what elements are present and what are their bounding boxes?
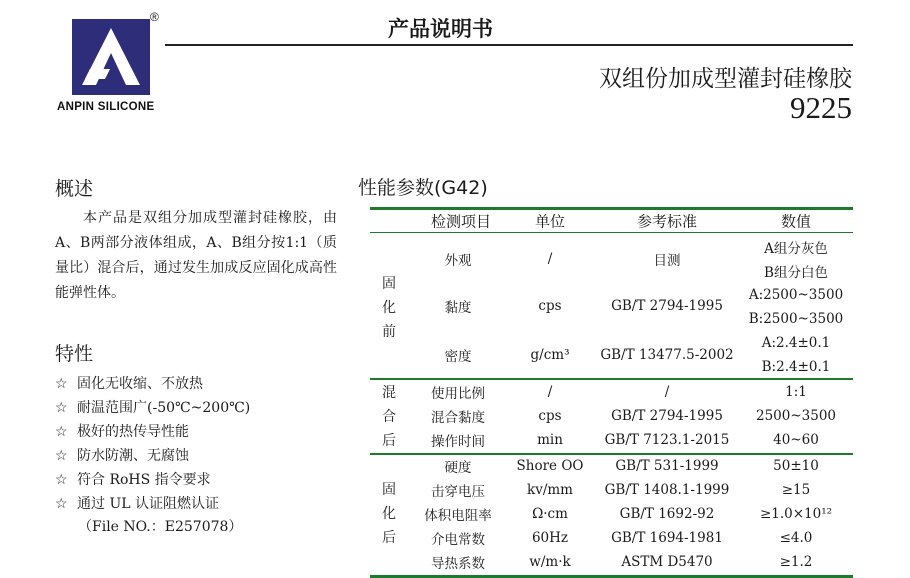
- star-bullet-icon: ☆: [55, 376, 68, 392]
- param-value: 50±10: [773, 458, 819, 474]
- group-label-before-cure: 固 化 前: [382, 276, 396, 340]
- feature-item: ☆ 通过 UL 认证阻燃认证: [55, 492, 250, 516]
- param-standard: /: [664, 384, 670, 400]
- file-number: （File NO.：E257078）: [78, 519, 243, 535]
- param-item: 密度: [444, 349, 472, 365]
- param-value: B:2500~3500: [748, 311, 844, 327]
- col-header-standard: 参考标准: [636, 212, 698, 231]
- registered-mark: ®: [150, 10, 159, 24]
- features-list: [55, 372, 250, 516]
- star-bullet-icon: ☆: [55, 496, 68, 512]
- col-header-value: 数值: [780, 212, 812, 231]
- table-header-rule: [370, 232, 853, 233]
- param-value: A:2500~3500: [748, 287, 844, 303]
- param-value: ≥15: [781, 482, 811, 498]
- param-item: 混合黏度: [431, 410, 485, 426]
- param-item: 外观: [444, 253, 472, 269]
- param-unit: cps: [538, 408, 562, 424]
- feature-item: ☆ 耐温范围广(-50℃~200℃): [55, 396, 250, 420]
- param-item: 介电常数: [431, 532, 485, 548]
- param-value: A:2.4±0.1: [761, 335, 831, 351]
- param-value: A组分灰色: [764, 241, 828, 257]
- param-value: ≤4.0: [779, 530, 813, 546]
- param-item: 导热系数: [431, 556, 485, 572]
- param-standard: GB/T 2794-1995: [611, 408, 723, 424]
- brand-name: ANPIN SILICONE: [57, 101, 155, 113]
- star-bullet-icon: ☆: [55, 472, 68, 488]
- param-value: 40~60: [773, 432, 819, 448]
- doc-title: 产品说明书: [388, 17, 493, 41]
- param-standard: GB/T 531-1999: [615, 458, 719, 474]
- param-unit: kv/mm: [527, 482, 573, 498]
- star-bullet-icon: ☆: [55, 400, 68, 416]
- param-unit: g/cm³: [530, 347, 570, 363]
- param-unit: min: [537, 432, 563, 448]
- header-rule: [165, 44, 853, 46]
- feature-item: ☆ 极好的热传导性能: [55, 420, 250, 444]
- param-value: B:2.4±0.1: [761, 359, 831, 375]
- product-code: 9225: [790, 90, 852, 125]
- feature-item: ☆ 防水防潮、无腐蚀: [55, 444, 250, 468]
- param-standard: GB/T 1692-92: [619, 506, 715, 522]
- group-label-after-mix: 混 合 后: [382, 385, 396, 449]
- group-divider: [370, 453, 853, 455]
- param-standard: GB/T 1694-1981: [611, 530, 723, 546]
- param-standard: GB/T 1408.1-1999: [604, 482, 730, 498]
- param-value: 1:1: [785, 384, 807, 400]
- col-header-item: 检测项目: [430, 212, 492, 231]
- param-standard: GB/T 13477.5-2002: [600, 347, 734, 363]
- param-value: B组分白色: [764, 265, 828, 281]
- param-unit: Ω·cm: [532, 506, 568, 522]
- param-item: 黏度: [444, 300, 472, 316]
- features-title: 特性: [55, 343, 94, 365]
- group-divider: [370, 378, 853, 380]
- param-standard: GB/T 7123.1-2015: [604, 432, 730, 448]
- param-standard: GB/T 2794-1995: [611, 298, 723, 314]
- star-bullet-icon: ☆: [55, 424, 68, 440]
- overview-title: 概述: [55, 178, 94, 200]
- col-header-unit: 单位: [534, 212, 566, 231]
- param-unit: Shore OO: [516, 458, 584, 474]
- param-unit: w/m·k: [529, 554, 571, 570]
- group-label-after-cure: 固 化 后: [382, 482, 396, 546]
- param-item: 硬度: [444, 460, 472, 476]
- param-unit: /: [547, 251, 553, 267]
- anpin-logo-icon: [72, 19, 150, 95]
- param-unit: 60Hz: [531, 530, 569, 546]
- param-value: ≥1.0×10¹²: [759, 506, 833, 522]
- param-value: 2500~3500: [755, 408, 837, 424]
- param-value: ≥1.2: [779, 554, 813, 570]
- param-item: 击穿电压: [431, 484, 485, 500]
- param-item: 体积电阻率: [424, 508, 492, 524]
- param-item: 操作时间: [431, 434, 485, 450]
- overview-text: 本产品是双组分加成型灌封硅橡胶，由A、B两部分液体组成，A、B组分按1:1（质量比）混合后，通过发生加成反应固化成高性能弹性体。: [55, 210, 337, 301]
- product-name: 双组份加成型灌封硅橡胶: [599, 66, 852, 92]
- params-title: 性能参数(G42): [358, 177, 488, 199]
- param-standard: ASTM D5470: [621, 554, 713, 570]
- feature-item: ☆ 固化无收缩、不放热: [55, 372, 250, 396]
- param-item: 使用比例: [431, 386, 485, 402]
- feature-item: ☆ 符合 RoHS 指令要求: [55, 468, 250, 492]
- param-unit: /: [547, 384, 553, 400]
- param-unit: cps: [538, 298, 562, 314]
- star-bullet-icon: ☆: [55, 448, 68, 464]
- param-standard: 目测: [653, 253, 681, 269]
